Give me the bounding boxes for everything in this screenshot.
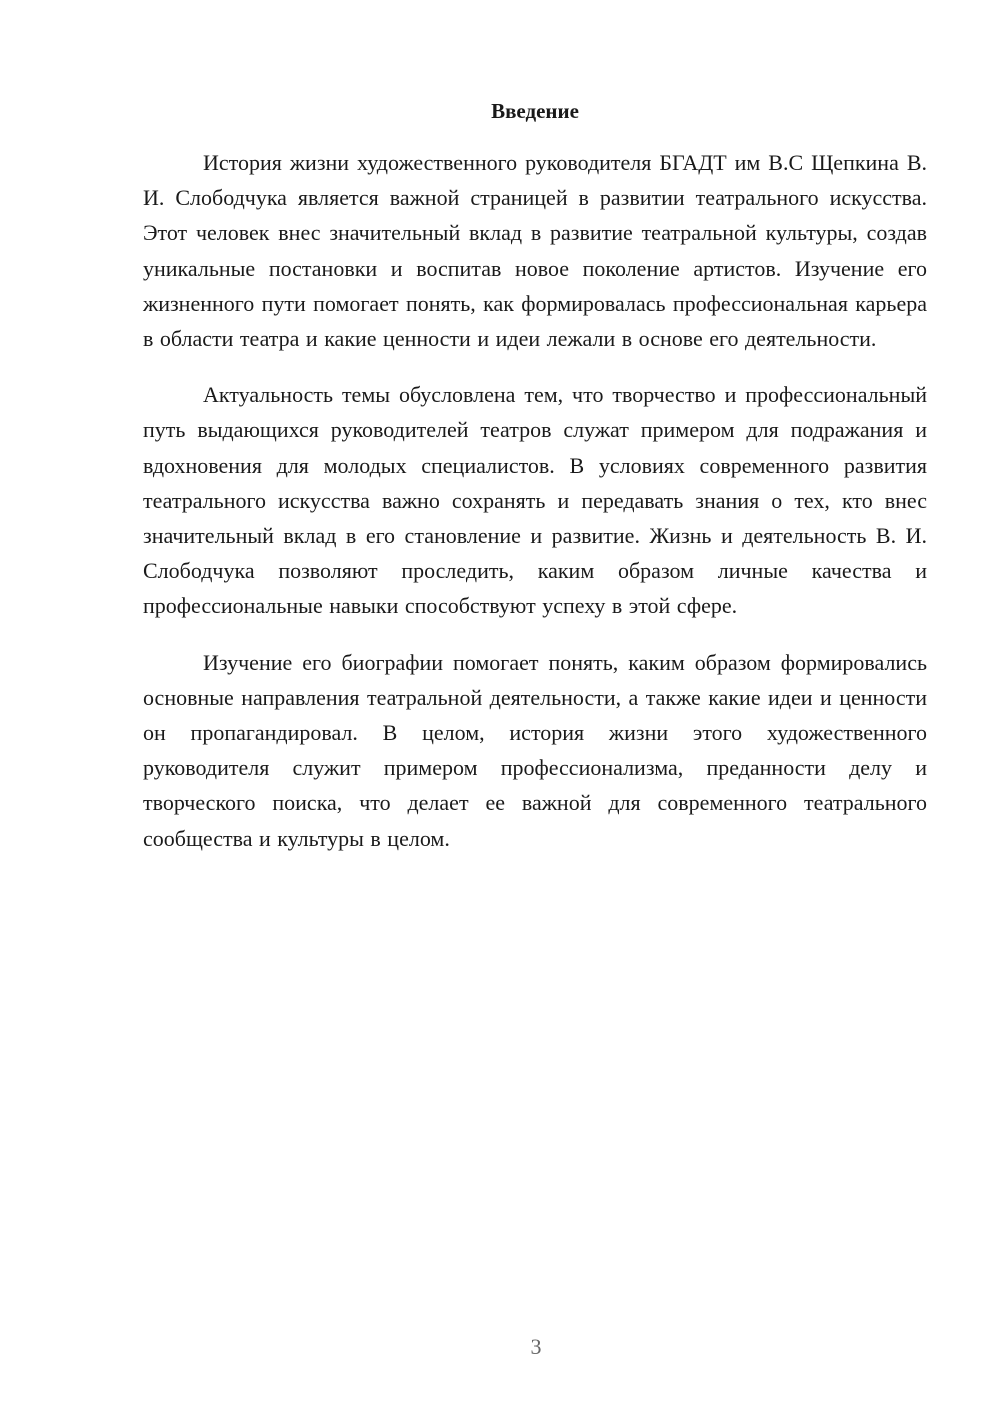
paragraph-3: Изучение его биографии помогает понять, каким образом формировались основные направления театральной деятельности, а также какие идеи и ценности он пропагандировал. В целом, история жизни этого художественного руководителя служит примером профессионализма, преданности делу и творческого поиска, что делает ее важной для современного театрального сообщества и культуры в целом. [143,649,927,851]
section-heading: Введение [491,99,579,123]
paragraph-2: Актуальность темы обусловлена тем, что творчество и профессиональный путь выдающихся руководителей театров служат примером для подражания и вдохновения для молодых специалистов. В условиях современного развития театрального искусства важно сохранять и передавать знания о тех, кто внес значительный вклад в его становление и развитие. Жизнь и деятельность В. И. Слободчука позволяют проследить, каким образом личные качества и профессиональные навыки способствуют успеху в этой сфере. [143,382,927,619]
page-number: 3 [530,1334,542,1359]
document-body [143,98,927,877]
paragraph-1: История жизни художественного руководителя БГАДТ им В.С Щепкина В. И. Слободчука является важной страницей в развитии театрального искусства. Этот человек внес значительный вклад в развитие театральной культуры, создав уникальные постановки и воспитав новое поколение артистов. Изучение его жизненного пути помогает понять, как формировалась профессиональная карьера в области театра и какие ценности и идеи лежали в основе его деятельности. [143,150,927,352]
